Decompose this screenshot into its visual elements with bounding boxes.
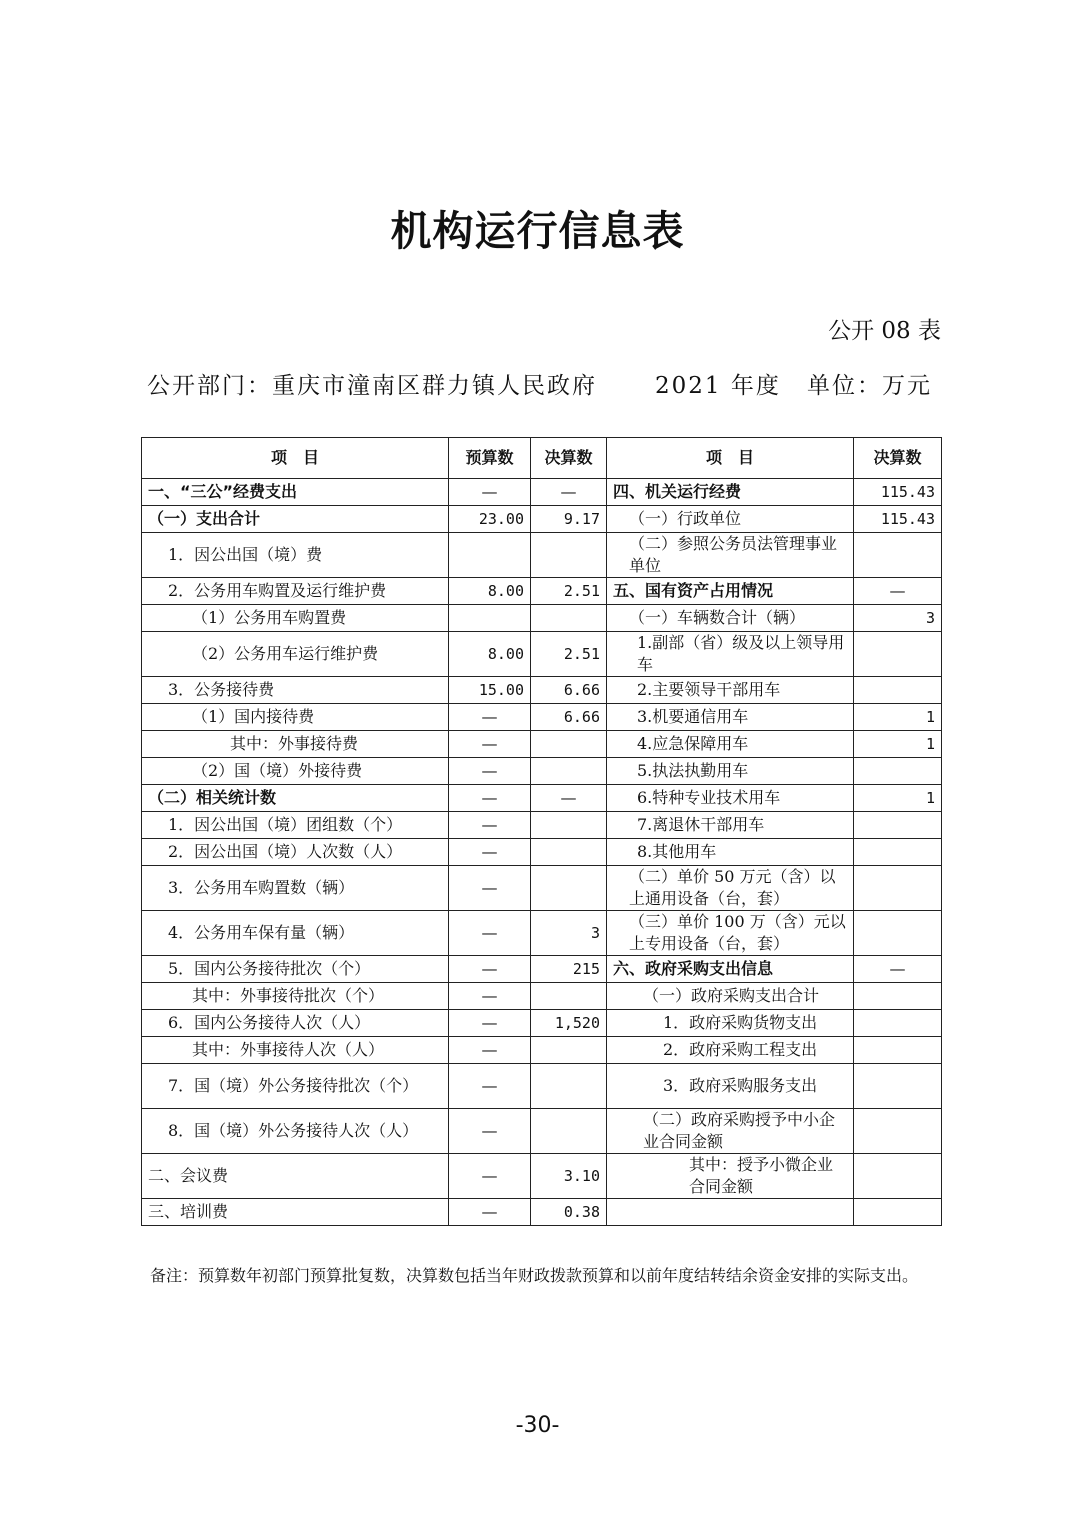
row-final <box>531 1064 607 1109</box>
row-item-right: 其中：授予小微企业合同金额 <box>607 1154 854 1199</box>
row-final: 1,520 <box>531 1010 607 1037</box>
row-final-right: 1 <box>854 731 942 758</box>
row-final: — <box>531 479 607 506</box>
row-item-right: 3.机要通信用车 <box>607 704 854 731</box>
row-item-right: 1.副部（省）级及以上领导用车 <box>607 632 854 677</box>
row-item: 1．因公出国（境）费 <box>142 533 449 578</box>
header-item: 项 目 <box>142 438 449 479</box>
row-final-right: 1 <box>854 704 942 731</box>
row-item-right: （二）参照公务员法管理事业单位 <box>607 533 854 578</box>
row-item-right: 6.特种专业技术用车 <box>607 785 854 812</box>
row-item-right <box>607 1199 854 1226</box>
table-row <box>142 758 942 785</box>
row-final-right <box>854 632 942 677</box>
form-number: 公开 08 表 <box>828 318 941 344</box>
row-item-right: 3．政府采购服务支出 <box>607 1064 854 1109</box>
table-note: 备注：预算数年初部门预算批复数，决算数包括当年财政拨款预算和以前年度结转结余资金安排的实际支出。 <box>150 1266 919 1285</box>
row-item: 其中：外事接待费 <box>142 731 449 758</box>
row-item: 三、培训费 <box>142 1199 449 1226</box>
table-row <box>142 839 942 866</box>
row-final-right: 115.43 <box>854 506 942 533</box>
table-row <box>142 578 942 605</box>
row-final-right <box>854 866 942 911</box>
row-item: 6．国内公务接待人次（人） <box>142 1010 449 1037</box>
unit-label: 单位：万元 <box>807 373 932 399</box>
row-item: 其中：外事接待人次（人） <box>142 1037 449 1064</box>
row-budget: — <box>449 1154 531 1199</box>
year-label: 2021 年度 <box>655 373 781 399</box>
row-item-right: （二）单价 50 万元（含）以上通用设备（台，套） <box>607 866 854 911</box>
row-budget: — <box>449 1037 531 1064</box>
table-row <box>142 911 942 956</box>
table-row <box>142 479 942 506</box>
row-budget: 8.00 <box>449 578 531 605</box>
row-final-right: 1 <box>854 785 942 812</box>
row-final <box>531 866 607 911</box>
row-final: 3 <box>531 911 607 956</box>
row-final-right: 3 <box>854 605 942 632</box>
row-final-right <box>854 1010 942 1037</box>
row-final-right: 115.43 <box>854 479 942 506</box>
row-final: — <box>531 785 607 812</box>
row-budget: — <box>449 866 531 911</box>
table-row <box>142 704 942 731</box>
table-row <box>142 1199 942 1226</box>
page-number: -30- <box>515 1413 560 1438</box>
row-budget: — <box>449 479 531 506</box>
row-item-right: 7.离退休干部用车 <box>607 812 854 839</box>
table-row <box>142 812 942 839</box>
row-final-right <box>854 1199 942 1226</box>
table-row <box>142 1037 942 1064</box>
table-row <box>142 1109 942 1154</box>
row-final-right <box>854 677 942 704</box>
table-row <box>142 677 942 704</box>
row-item: 2．公务用车购置及运行维护费 <box>142 578 449 605</box>
row-item: 一、“三公”经费支出 <box>142 479 449 506</box>
row-budget: — <box>449 731 531 758</box>
table-row <box>142 605 942 632</box>
row-budget: 23.00 <box>449 506 531 533</box>
row-final <box>531 533 607 578</box>
row-budget: — <box>449 911 531 956</box>
row-budget: — <box>449 956 531 983</box>
row-budget: — <box>449 983 531 1010</box>
row-final: 6.66 <box>531 677 607 704</box>
table-row <box>142 632 942 677</box>
row-item: 5．国内公务接待批次（个） <box>142 956 449 983</box>
table-row <box>142 731 942 758</box>
row-item: （二）相关统计数 <box>142 785 449 812</box>
table-row <box>142 533 942 578</box>
row-final <box>531 812 607 839</box>
row-final: 6.66 <box>531 704 607 731</box>
row-budget <box>449 533 531 578</box>
row-budget: — <box>449 704 531 731</box>
page-title: 机构运行信息表 <box>390 207 685 255</box>
row-item-right: 六、政府采购支出信息 <box>607 956 854 983</box>
row-final <box>531 605 607 632</box>
row-budget: — <box>449 1199 531 1226</box>
row-item: 3．公务接待费 <box>142 677 449 704</box>
row-item-right: （一）车辆数合计（辆） <box>607 605 854 632</box>
table-row <box>142 1010 942 1037</box>
row-final-right <box>854 839 942 866</box>
row-budget: — <box>449 1010 531 1037</box>
row-final-right <box>854 758 942 785</box>
row-final: 2.51 <box>531 632 607 677</box>
row-final-right <box>854 911 942 956</box>
row-budget: — <box>449 839 531 866</box>
row-item: 7．国（境）外公务接待批次（个） <box>142 1064 449 1109</box>
row-item: （1）国内接待费 <box>142 704 449 731</box>
operation-info-table <box>141 437 942 1226</box>
header-item-right: 项 目 <box>607 438 854 479</box>
header-budget: 预算数 <box>449 438 531 479</box>
row-item-right: （三）单价 100 万（含）元以上专用设备（台，套） <box>607 911 854 956</box>
row-budget: 8.00 <box>449 632 531 677</box>
row-item-right: 5.执法执勤用车 <box>607 758 854 785</box>
table-row <box>142 956 942 983</box>
row-final <box>531 758 607 785</box>
header-final: 决算数 <box>531 438 607 479</box>
row-final: 9.17 <box>531 506 607 533</box>
table-row <box>142 506 942 533</box>
row-final: 0.38 <box>531 1199 607 1226</box>
row-item-right: 1．政府采购货物支出 <box>607 1010 854 1037</box>
row-budget <box>449 605 531 632</box>
row-item-right: （一）政府采购支出合计 <box>607 983 854 1010</box>
row-final <box>531 1037 607 1064</box>
row-item-right: 五、国有资产占用情况 <box>607 578 854 605</box>
table-row <box>142 866 942 911</box>
row-final: 215 <box>531 956 607 983</box>
row-final: 3.10 <box>531 1154 607 1199</box>
row-final <box>531 983 607 1010</box>
row-item: 3．公务用车购置数（辆） <box>142 866 449 911</box>
row-item: 8．国（境）外公务接待人次（人） <box>142 1109 449 1154</box>
row-final-right <box>854 1064 942 1109</box>
row-final-right <box>854 812 942 839</box>
row-budget: — <box>449 785 531 812</box>
row-item: （1）公务用车购置费 <box>142 605 449 632</box>
table-row <box>142 785 942 812</box>
row-final <box>531 1109 607 1154</box>
row-item: 2．因公出国（境）人次数（人） <box>142 839 449 866</box>
row-final-right <box>854 533 942 578</box>
table-header-row <box>142 438 942 479</box>
row-budget: 15.00 <box>449 677 531 704</box>
table-row <box>142 1154 942 1199</box>
row-item: 其中：外事接待批次（个） <box>142 983 449 1010</box>
row-final-right <box>854 1037 942 1064</box>
row-final-right <box>854 1109 942 1154</box>
row-item: 1．因公出国（境）团组数（个） <box>142 812 449 839</box>
row-budget: — <box>449 1109 531 1154</box>
row-item: 二、会议费 <box>142 1154 449 1199</box>
row-budget: — <box>449 1064 531 1109</box>
row-final-right <box>854 1154 942 1199</box>
row-budget: — <box>449 758 531 785</box>
row-item-right: 8.其他用车 <box>607 839 854 866</box>
row-item: （2）公务用车运行维护费 <box>142 632 449 677</box>
department-label: 公开部门：重庆市潼南区群力镇人民政府 <box>147 373 597 399</box>
row-final-right <box>854 983 942 1010</box>
row-item-right: 2.主要领导干部用车 <box>607 677 854 704</box>
row-item-right: （二）政府采购授予中小企业合同金额 <box>607 1109 854 1154</box>
row-item-right: 4.应急保障用车 <box>607 731 854 758</box>
row-final <box>531 731 607 758</box>
row-final: 2.51 <box>531 578 607 605</box>
row-item: （一）支出合计 <box>142 506 449 533</box>
row-final <box>531 839 607 866</box>
row-item: （2）国（境）外接待费 <box>142 758 449 785</box>
row-budget: — <box>449 812 531 839</box>
header-final-right: 决算数 <box>854 438 942 479</box>
row-item-right: （一）行政单位 <box>607 506 854 533</box>
row-final-right: — <box>854 956 942 983</box>
row-item: 4．公务用车保有量（辆） <box>142 911 449 956</box>
row-final-right: — <box>854 578 942 605</box>
table-row <box>142 1064 942 1109</box>
row-item-right: 2．政府采购工程支出 <box>607 1037 854 1064</box>
table-row <box>142 983 942 1010</box>
row-item-right: 四、机关运行经费 <box>607 479 854 506</box>
